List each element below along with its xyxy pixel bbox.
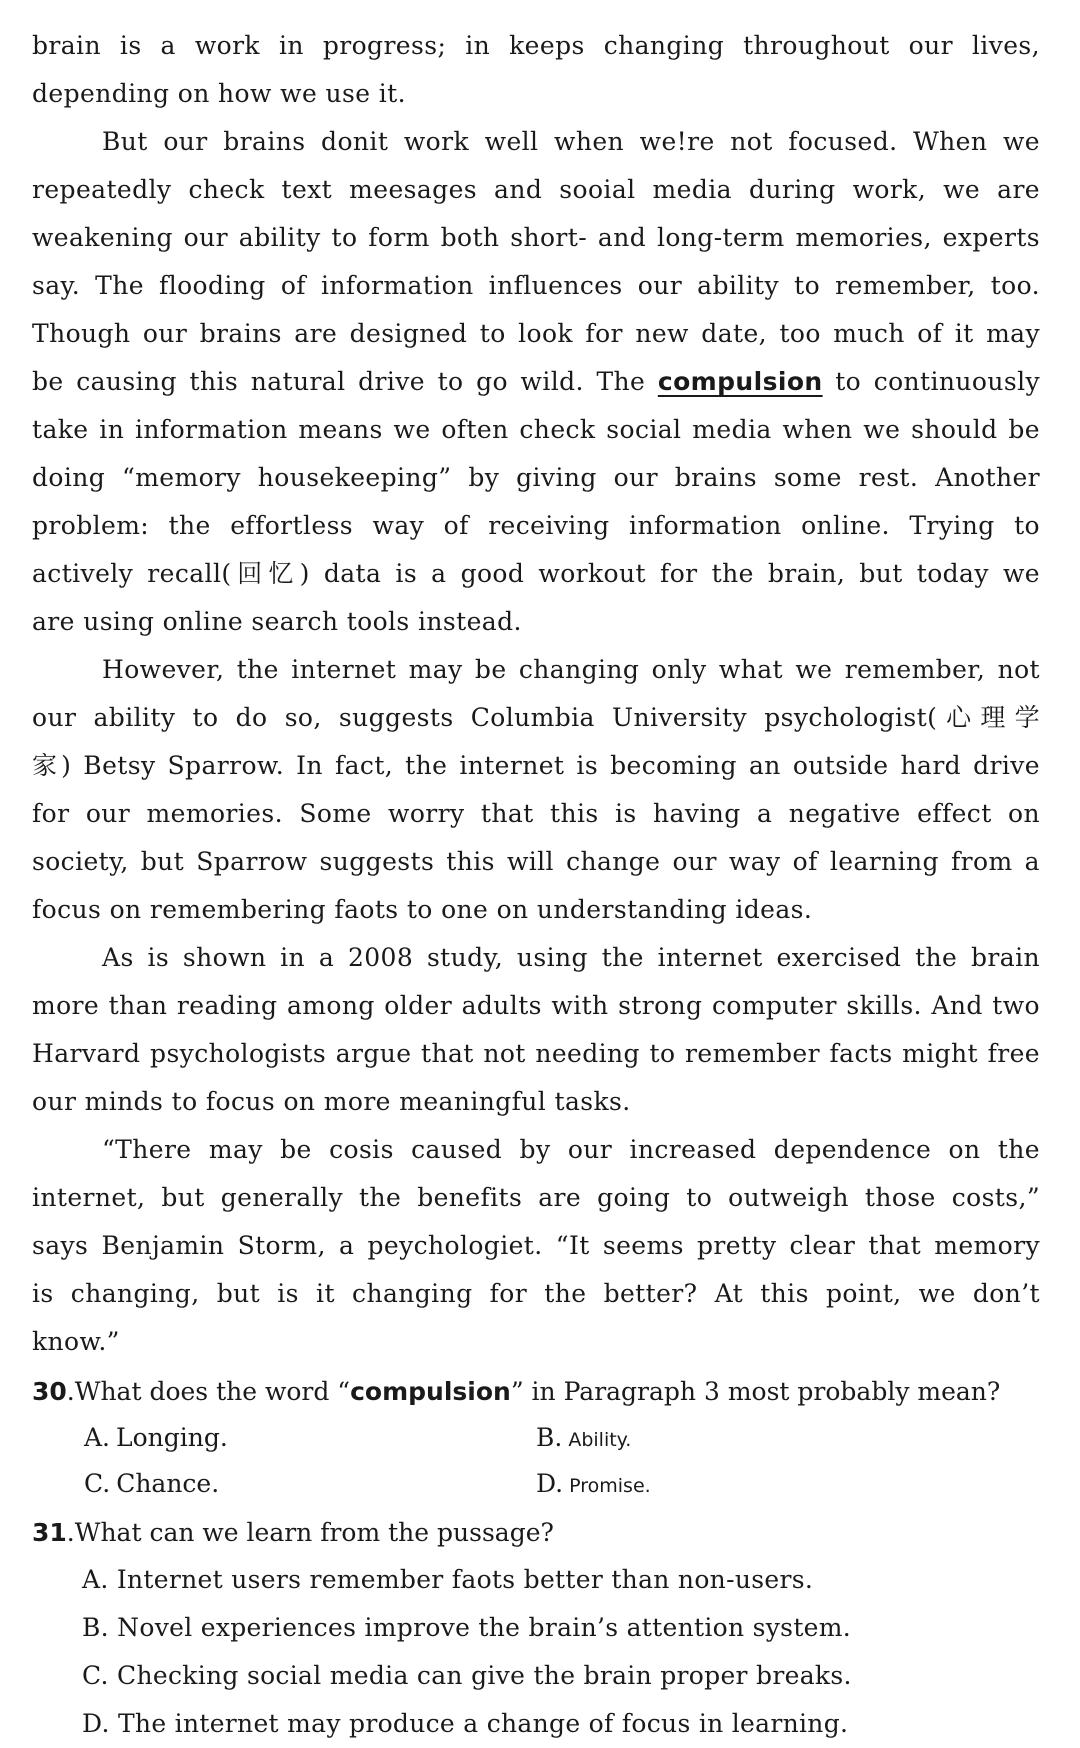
option-b[interactable] [536, 1415, 988, 1461]
option-letter: D. [536, 1469, 564, 1498]
question-number: 31 [32, 1518, 67, 1547]
option-a[interactable] [84, 1415, 536, 1461]
question-prompt [32, 1509, 1040, 1556]
option-c[interactable] [84, 1461, 536, 1507]
passage-line: for our memories. Some worry that this is having a negative effect on [32, 799, 1040, 828]
highlighted-keyword: compulsion [657, 367, 823, 396]
passage-line: doing “memory housekeeping” by giving our brains some rest. Another [32, 463, 1040, 492]
passage-line: Harvard psychologists argue that not needing to remember facts might free [32, 1039, 1040, 1068]
passage-line: say. The flooding of information influences our ability to remember, too. [32, 271, 1040, 300]
passage-line: weakening our ability to form both short- and long-term memories, experts [32, 223, 1040, 252]
passage-line: depending on how we use it. [32, 79, 406, 108]
passage-line: says Benjamin Storm, a peychologiet. “It seems pretty clear that memory [32, 1231, 1040, 1260]
option-text: Longing. [116, 1423, 228, 1452]
passage-line: problem: the effortless way of receiving information online. Trying to [32, 511, 1040, 540]
passage-line: 家) Betsy Sparrow. In fact, the internet is becoming an outside hard drive [32, 751, 1040, 780]
option-letter: A. [84, 1423, 111, 1452]
passage-line: actively recall(回忆) data is a good workout for the brain, but today we [32, 559, 1040, 588]
option-d[interactable] [536, 1461, 988, 1507]
question-text: .What does the word “ [66, 1377, 351, 1406]
option-letter: B. [536, 1423, 563, 1452]
passage-line: take in information means we often check social media when we should be [32, 415, 1040, 444]
passage-line: repeatedly check text meesages and sooial media during work, we are [32, 175, 1040, 204]
passage-line: are using online search tools instead. [32, 607, 522, 636]
option-a[interactable]: A. Internet users remember faots better than non-users. [82, 1565, 814, 1594]
passage-line: However, the internet may be changing only what we remember, not [102, 655, 1040, 684]
option-letter: C. [84, 1469, 111, 1498]
question-number: 30 [32, 1377, 67, 1406]
passage-line: our minds to focus on more meaningful tasks. [32, 1087, 631, 1116]
passage-line-with-keyword [32, 358, 1040, 406]
passage-line: society, but Sparrow suggests this will change our way of learning from a [32, 847, 1040, 876]
options-row [32, 1461, 1040, 1507]
question-prompt [32, 1368, 1040, 1415]
option-text: Promise. [569, 1475, 651, 1497]
option-b[interactable]: B. Novel experiences improve the brain’s attention system. [82, 1613, 852, 1642]
passage-line: “There may be cosis caused by our increased dependence on the [102, 1135, 1040, 1164]
passage [32, 22, 1040, 1366]
option-text: Chance. [116, 1469, 220, 1498]
option-d[interactable]: D. The internet may produce a change of focus in learning. [82, 1709, 849, 1738]
question-text: .What can we learn from the pussage? [66, 1518, 554, 1547]
passage-text: to continuously [835, 367, 1040, 396]
passage-line: focus on remembering faots to one on understanding ideas. [32, 895, 813, 924]
passage-line: more than reading among older adults with strong computer skills. And two [32, 991, 1040, 1020]
question-31 [32, 1509, 1040, 1748]
question-30 [32, 1368, 1040, 1507]
passage-line: brain is a work in progress; in keeps changing throughout our lives, [32, 31, 1040, 60]
options-row [32, 1415, 1040, 1461]
passage-line: Though our brains are designed to look for new date, too much of it may [32, 319, 1040, 348]
passage-text: be causing this natural drive to go wild. The [32, 367, 646, 396]
passage-line: our ability to do so, suggests Columbia University psychologist(心理学 [32, 703, 1040, 732]
passage-line: As is shown in a 2008 study, using the internet exercised the brain [102, 943, 1040, 972]
question-text: ” in Paragraph 3 most probably mean? [510, 1377, 1001, 1406]
question-keyword: compulsion [350, 1377, 511, 1406]
option-text: Ability. [568, 1429, 632, 1451]
passage-line: is changing, but is it changing for the better? At this point, we don’t [32, 1279, 1040, 1308]
passage-line: internet, but generally the benefits are going to outweigh those costs,” [32, 1183, 1040, 1212]
passage-line: But our brains donit work well when we!re not focused. When we [102, 127, 1040, 156]
option-c[interactable]: C. Checking social media can give the brain proper breaks. [82, 1661, 852, 1690]
passage-line: know.” [32, 1327, 120, 1356]
